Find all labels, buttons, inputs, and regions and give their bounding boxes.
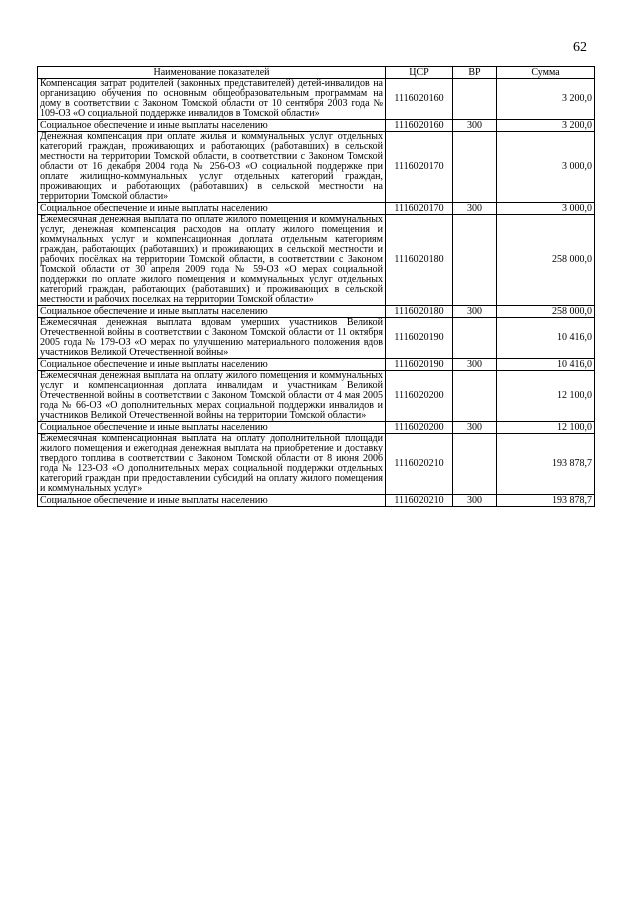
table-header-row [38, 67, 595, 79]
row-name: Социальное обеспечение и иные выплаты населению [38, 359, 386, 371]
row-sum: 3 200,0 [497, 79, 595, 120]
row-name: Социальное обеспечение и иные выплаты населению [38, 422, 386, 434]
table-row [38, 120, 595, 132]
row-vr: 300 [453, 306, 497, 318]
row-sum: 10 416,0 [497, 318, 595, 359]
row-sum: 3 000,0 [497, 132, 595, 203]
row-sum: 258 000,0 [497, 215, 595, 306]
header-csr: ЦСР [386, 67, 453, 79]
table-row [38, 132, 595, 203]
row-csr: 1116020200 [386, 422, 453, 434]
row-name: Компенсация затрат родителей (законных представителей) детей-инвалидов на организацию обучения по основным общеобразовательным программам на дому в соответствии с Законом Томской области от 10 сентября 2003 года № 109-ОЗ «О социальной поддержке инвалидов в Томской области» [38, 79, 386, 120]
row-csr: 1116020180 [386, 215, 453, 306]
table-row [38, 318, 595, 359]
page-number: 62 [573, 40, 587, 55]
table-row [38, 434, 595, 495]
row-csr: 1116020180 [386, 306, 453, 318]
row-vr: 300 [453, 359, 497, 371]
row-csr: 1116020210 [386, 434, 453, 495]
row-sum: 3 200,0 [497, 120, 595, 132]
row-vr: 300 [453, 203, 497, 215]
row-name: Ежемесячная компенсационная выплата на оплату дополнительной площади жилого помещения и ежегодная денежная выплата на приобретение и доставку твердого топлива в соответствии с Законом Томской области от 8 июня 2006 года № 123-ОЗ «О дополнительных мерах социальной поддержки отдельных категорий граждан при предоставлении субсидий на оплату жилого помещения и коммунальных услуг» [38, 434, 386, 495]
row-vr [453, 79, 497, 120]
header-vr: ВР [453, 67, 497, 79]
table-row [38, 495, 595, 507]
row-name: Социальное обеспечение и иные выплаты населению [38, 306, 386, 318]
row-sum: 12 100,0 [497, 371, 595, 422]
row-sum: 3 000,0 [497, 203, 595, 215]
table-row [38, 79, 595, 120]
table-row [38, 215, 595, 306]
row-name: Денежная компенсация при оплате жилья и коммунальных услуг отдельных категорий граждан, проживающих и работающих (работавших) в сельской местности на территории Томской области, в соответствии с Законом Томской области от 16 декабря 2004 года № 256-ОЗ «О социальной поддержке при оплате жилищно-коммунальных услуг отдельных категорий граждан, проживающих и работающих (работавших) в сельской местности на территории Томской области» [38, 132, 386, 203]
row-name: Ежемесячная денежная выплата по оплате жилого помещения и коммунальных услуг, денежная компенсация расходов на оплату жилого помещения и коммунальных услуг и компенсационная доплата отдельным категориям граждан, работающих (работавших) и проживающих в сельской местности и рабочих посёлках на территории Томской области, в соответствии с Законом Томской области от 30 апреля 2009 года № 59-ОЗ «О мерах социальной поддержки по оплате жилого помещения и коммунальных услуг отдельных категорий граждан, работающих (работавших) и проживающих в сельской местности и рабочих поселках на территории Томской области» [38, 215, 386, 306]
table-row [38, 422, 595, 434]
row-name: Ежемесячная денежная выплата на оплату жилого помещения и коммунальных услуг и компенсационная доплата инвалидам и участникам Великой Отечественной войны в соответствии с Законом Томской области от 4 мая 2005 года № 66-ОЗ «О дополнительных мерах социальной поддержки инвалидов и участников Великой Отечественной войны на территории Томской области» [38, 371, 386, 422]
row-csr: 1116020190 [386, 359, 453, 371]
row-vr [453, 318, 497, 359]
row-vr: 300 [453, 495, 497, 507]
table-row [38, 203, 595, 215]
row-sum: 12 100,0 [497, 422, 595, 434]
row-vr [453, 434, 497, 495]
row-csr: 1116020170 [386, 203, 453, 215]
row-sum: 10 416,0 [497, 359, 595, 371]
row-csr: 1116020210 [386, 495, 453, 507]
row-vr [453, 371, 497, 422]
row-csr: 1116020160 [386, 120, 453, 132]
row-csr: 1116020190 [386, 318, 453, 359]
row-vr [453, 132, 497, 203]
table-row [38, 359, 595, 371]
row-name: Социальное обеспечение и иные выплаты населению [38, 120, 386, 132]
row-vr: 300 [453, 120, 497, 132]
row-sum: 193 878,7 [497, 434, 595, 495]
row-sum: 193 878,7 [497, 495, 595, 507]
row-vr: 300 [453, 422, 497, 434]
row-csr: 1116020200 [386, 371, 453, 422]
table-row [38, 371, 595, 422]
row-sum: 258 000,0 [497, 306, 595, 318]
table-row [38, 306, 595, 318]
header-name: Наименование показателей [38, 67, 386, 79]
row-csr: 1116020170 [386, 132, 453, 203]
header-sum: Сумма [497, 67, 595, 79]
budget-table [37, 66, 595, 507]
row-name: Социальное обеспечение и иные выплаты населению [38, 203, 386, 215]
row-vr [453, 215, 497, 306]
row-csr: 1116020160 [386, 79, 453, 120]
row-name: Ежемесячная денежная выплата вдовам умерших участников Великой Отечественной войны в соответствии с Законом Томской области от 11 октября 2005 года № 179-ОЗ «О мерах по улучшению материального положения вдов участников Великой Отечественной войны» [38, 318, 386, 359]
row-name: Социальное обеспечение и иные выплаты населению [38, 495, 386, 507]
